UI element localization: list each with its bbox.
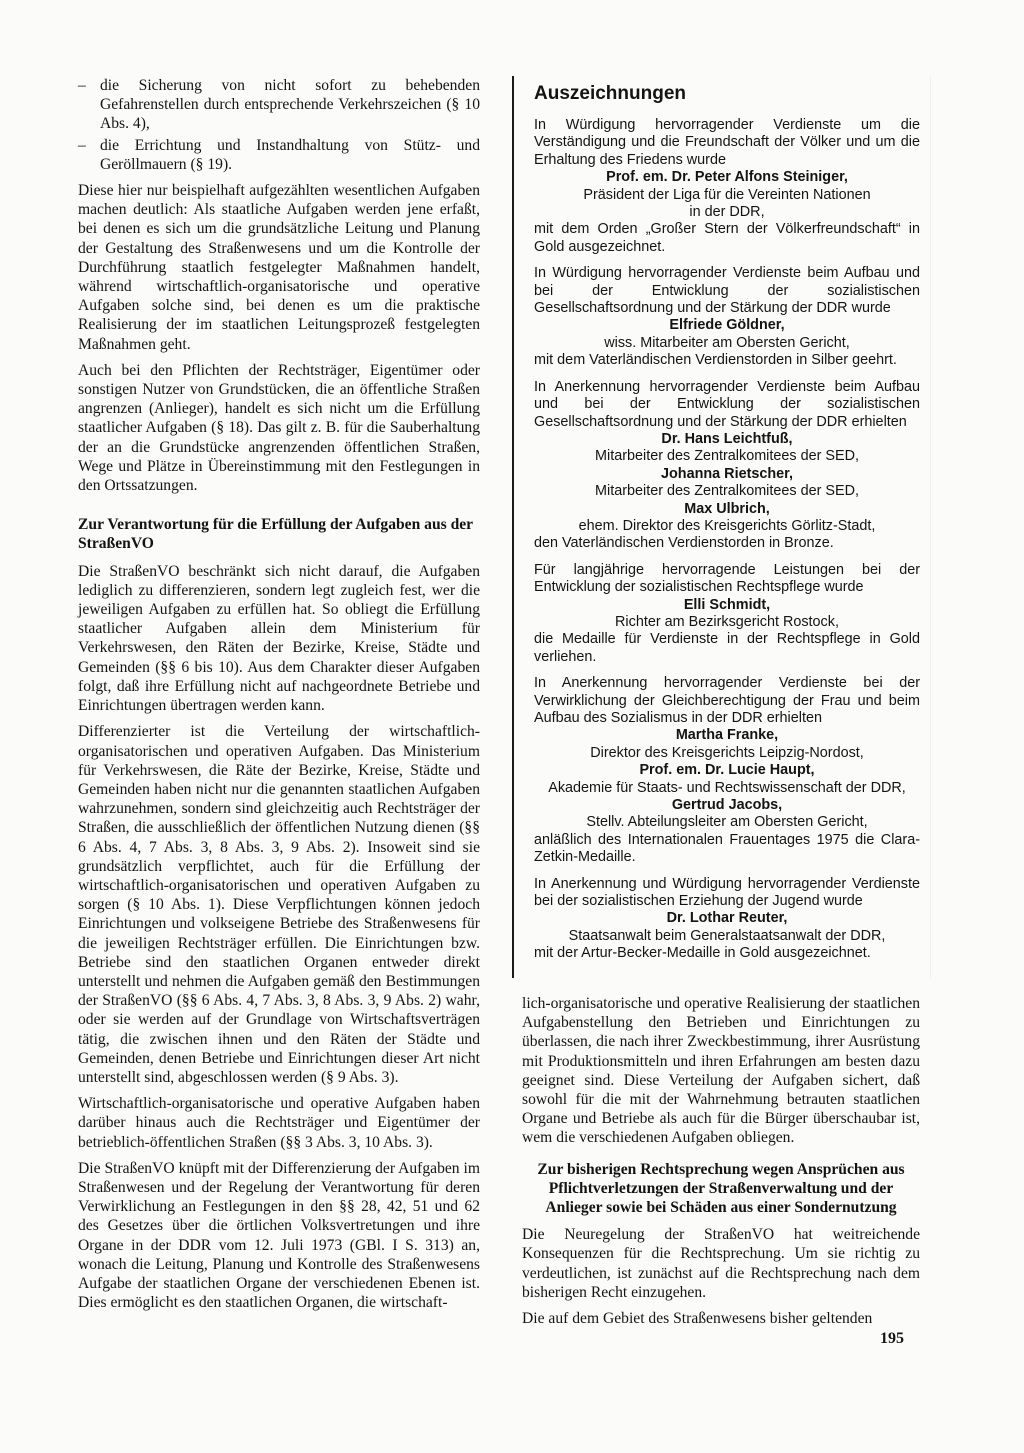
award-recipient-name: Prof. em. Dr. Lucie Haupt,: [639, 762, 815, 779]
award-intro: In Würdigung hervorragender Verdienste beim Aufbau und bei der Entwicklung der sozialistischen Gesellschaftsordnung und der Stärkung der DDR wurde: [534, 265, 920, 317]
paragraph: Die StraßenVO knüpft mit der Differenzierung der Aufgaben im Straßenwesen und der Regelung der Verantwortung für deren Verwirklichung an Festlegungen in den §§ 28, 42, 51 und 62 des Gesetzes über die örtlichen Volksvertretungen und ihre Organe in der DDR vom 12. Juli 1973 (GBl. I S. 313) an, wonach die Leitung, Planung und Kontrolle des Straßenwesens Aufgabe der staatlichen Organe der verschiedenen Ebenen ist. Dies ermöglicht es den staatlichen Organen, die wirtschaft-: [78, 1159, 480, 1312]
award-closing: die Medaille für Verdienste in der Rechtspflege in Gold verliehen.: [534, 631, 920, 665]
left-column: [78, 76, 480, 1319]
list-item-text: die Errichtung und Instandhaltung von Stütz- und Geröllmauern (§ 19).: [100, 136, 480, 173]
award-intro: Für langjährige hervorragende Leistungen bei der Entwicklung der sozialistischen Rechtspflege wurde: [534, 561, 920, 596]
award-intro: In Würdigung hervorragender Verdienste um die Verständigung und die Freundschaft der Völker und um die Erhaltung des Friedens wurde: [534, 117, 920, 168]
award-recipient-name: Dr. Lothar Reuter,: [666, 910, 788, 927]
award-intro: In Anerkennung hervorragender Verdienste beim Aufbau und bei der Entwicklung der sozialistischen Gesellschaftsordnung und der Stärkung der DDR erhielten: [534, 378, 920, 430]
list-item: [78, 76, 480, 134]
award-recipient-name: Dr. Hans Leichtfuß,: [661, 430, 793, 447]
award-closing: anläßlich des Internationalen Frauentages 1975 die Clara-Zetkin-Medaille.: [534, 831, 920, 866]
awards-title: Auszeichnungen: [534, 83, 687, 104]
award-recipient-role: Akademie für Staats- und Rechtswissenschaft der DDR,: [548, 779, 906, 796]
list-item: [78, 136, 480, 174]
award-closing: mit der Artur-Becker-Medaille in Gold ausgezeichnet.: [534, 945, 871, 962]
award-recipient-role: Präsident der Liga für die Vereinten Nationen: [583, 186, 871, 203]
paragraph: Differenzierter ist die Verteilung der wirtschaftlich-organisatorischen und operativen Aufgaben. Das Ministerium für Verkehrswesen, die Räte der Bezirke, Kreise, Städte und Gemeinden haben nicht nur die genannten staatlichen Aufgaben wahrzunehmen, sondern sind gleichzeitig auch Rechtsträger der Straßen, die ausschließlich der öffentlichen Nutzung dienen (§§ 6 Abs. 4, 7 Abs. 3, 8 Abs. 3, 9 Abs. 2). Insoweit sind sie grundsätzlich verpflichtet, auch für die Erfüllung der wirtschaftlich-organisatorischen und operativen Aufgaben zu sorgen (§ 10 Abs. 1). Diese Verpflichtungen können jedoch Einrichtungen und volkseigene Betriebe des Straßenwesens für die jeweiligen Rechtsträger erfüllen. Die Einrichtungen bzw. Betriebe sind den staatlichen Organen entweder direkt unterstellt und nehmen die Aufgaben gemäß den Bestimmungen der StraßenVO (§§ 6 Abs. 4, 7 Abs. 3, 8 Abs. 3, 9 Abs. 2) wahr, oder sie werden auf der Grundlage von Wirtschaftsverträgen tätig, die zwischen ihnen und den Räten der Städte und Gemeinden, denen Betriebe und Einrichtungen dieser Art nicht unterstellt sind, abgeschlossen werden (§ 9 Abs. 3).: [78, 723, 480, 1086]
page-number: 195: [880, 1330, 904, 1347]
award-recipient-name: Elli Schmidt,: [683, 596, 771, 613]
section-heading: Zur Verantwortung für die Erfüllung der Aufgaben aus der StraßenVO: [78, 516, 473, 553]
award-recipient-name: Prof. em. Dr. Peter Alfons Steiniger,: [606, 169, 848, 186]
award-recipient-role: Staatsanwalt beim Generalstaatsanwalt der DDR,: [568, 927, 886, 944]
award-entry: [534, 876, 920, 963]
award-recipient-role: Mitarbeiter des Zentralkomitees der SED,: [595, 448, 859, 465]
award-intro: In Anerkennung und Würdigung hervorragender Verdienste bei der sozialistischen Erziehung der Jugend wurde: [534, 875, 920, 910]
list-item-text: die Sicherung von nicht sofort zu behebenden Gefahrenstellen durch entsprechende Verkehrszeichen (§ 10 Abs. 4),: [100, 77, 480, 133]
award-entry: [534, 379, 920, 553]
section-heading: Zur bisherigen Rechtsprechung wegen Ansprüchen aus Pflichtverletzungen der Straßenverwaltung und der Anlieger sowie bei Schäden aus einer Sondernutzung: [537, 1160, 905, 1217]
paragraph: Wirtschaftlich-organisatorische und operative Aufgaben haben darüber hinaus auch die Rechtsträger und Eigentümer der betrieblich-öffentlichen Straßen (§§ 3 Abs. 3, 10 Abs. 3).: [78, 1095, 480, 1151]
award-entry: [534, 562, 920, 666]
awards-content: [534, 78, 920, 972]
award-recipient-name: Johanna Rietscher,: [661, 465, 793, 482]
award-recipient-role: in der DDR,: [689, 204, 765, 221]
award-entry: [534, 265, 920, 369]
award-recipient-role: wiss. Mitarbeiter am Obersten Gericht,: [604, 334, 850, 351]
paragraph: Die Neuregelung der StraßenVO hat weitreichende Konsequenzen für die Rechtsprechung. Um sie richtig zu verdeutlichen, ist zunächst auf die Rechtsprechung nach dem bisherigen Recht einzugehen.: [522, 1226, 920, 1301]
award-recipient-name: Martha Franke,: [675, 727, 779, 744]
award-entry: [534, 675, 920, 866]
award-closing: mit dem Vaterländischen Verdienstorden in Silber geehrt.: [534, 352, 897, 369]
award-recipient-role: Mitarbeiter des Zentralkomitees der SED,: [595, 483, 859, 500]
paragraph: Auch bei den Pflichten der Rechtsträger, Eigentümer oder sonstigen Nutzer von Grundstücken, die an öffentliche Straßen angrenzen (Anlieger), handelt es sich nicht um die Erfüllung staatlicher Aufgaben (§ 18). Das gilt z. B. für die Sauberhaltung der an die Grundstücke angrenzenden öffentlichen Straßen, Wege und Plätze in Übereinstimmung mit den Festlegungen in den Ortssatzungen.: [78, 361, 480, 495]
award-intro: In Anerkennung hervorragender Verdienste bei der Verwirklichung der Gleichberechtigung der Frau und beim Aufbau des Sozialismus in der DDR erhielten: [534, 675, 920, 726]
award-closing: mit dem Orden „Großer Stern der Völkerfreundschaft“ in Gold ausgezeichnet.: [534, 221, 920, 255]
dash-marker: –: [78, 136, 86, 154]
award-recipient-name: Gertrud Jacobs,: [671, 797, 783, 814]
award-recipient-role: Direktor des Kreisgerichts Leipzig-Nordost,: [590, 744, 864, 761]
awards-box: [512, 76, 931, 978]
award-recipient-name: Max Ulbrich,: [684, 500, 770, 517]
right-column: [522, 994, 920, 1335]
paragraph: lich-organisatorische und operative Realisierung der staatlichen Aufgabenstellung den Betrieben und Einrichtungen zu überlassen, die nach ihrer Zweckbestimmung, ihrer Ausrüstung mit Produktionsmitteln und ihren Erfahrungen am besten dazu geeignet sind. Diese Verteilung der Aufgaben sichert, daß sowohl für die mit der Wahrnehmung betrauten staatlichen Organe und Betriebe als auch für die Bürger überschaubar ist, wem die verschiedenen Aufgaben obliegen.: [522, 995, 920, 1147]
award-recipient-name: Elfriede Göldner,: [669, 317, 785, 334]
award-recipient-role: Richter am Bezirksgericht Rostock,: [615, 613, 839, 630]
paragraph: Diese hier nur beispielhaft aufgezählten wesentlichen Aufgaben machen deutlich: Als staatliche Aufgaben werden jene erfaßt, bei denen es sich um die grundsätzliche Leitung und Planung der Gestaltung des Straßenwesens und um die Kontrolle der Durchführung staatlich festgelegter Maßnahmen handelt, während wirtschaftlich-organisatorische und operative Aufgaben solche sind, bei denen es um die praktische Realisierung der im staatlichen Leitungsprozeß festgelegten Maßnahmen geht.: [78, 182, 480, 353]
award-recipient-role: Stellv. Abteilungsleiter am Obersten Gericht,: [586, 814, 868, 831]
paragraph: Die StraßenVO beschränkt sich nicht darauf, die Aufgaben lediglich zu differenzieren, sondern legt zugleich fest, wer die jeweiligen Aufgaben zu erfüllen hat. So obliegt die Erfüllung staatlicher Aufgaben allein dem Ministerium für Verkehrswesen, den Räten der Bezirke, Kreise, Städte und Gemeinden (§§ 6 bis 10). Aus dem Charakter dieser Aufgaben folgt, daß ihre Erfüllung nicht auf nachgeordnete Betriebe und Einrichtungen übertragen werden kann.: [78, 562, 480, 715]
award-recipient-role: ehem. Direktor des Kreisgerichts Görlitz-Stadt,: [578, 517, 876, 534]
dash-marker: –: [78, 77, 86, 94]
paragraph: Die auf dem Gebiet des Straßenwesens bisher geltenden: [522, 1310, 873, 1328]
award-entry: [534, 117, 920, 256]
award-closing: den Vaterländischen Verdienstorden in Bronze.: [534, 535, 834, 552]
